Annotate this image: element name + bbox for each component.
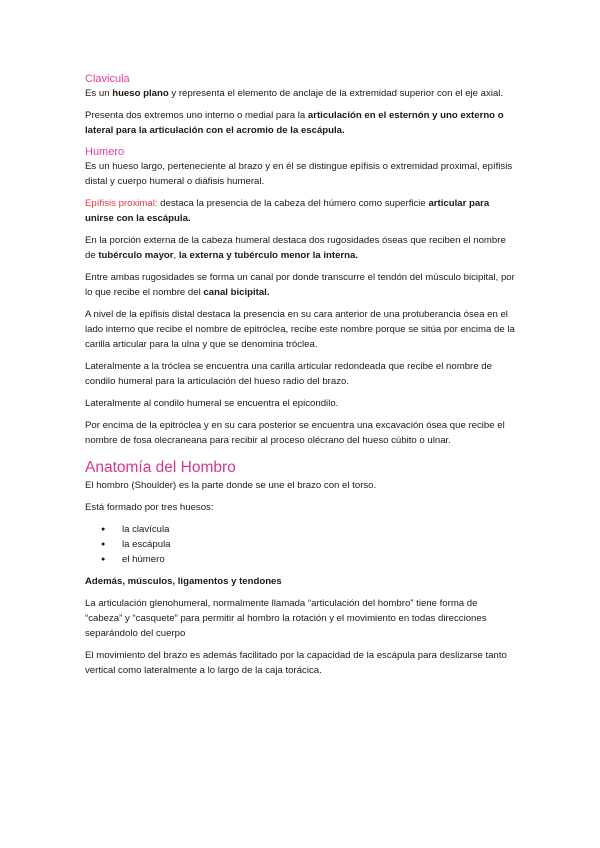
clavicula-heading: Clavicula	[85, 73, 130, 85]
list-item: ● la escápula	[85, 537, 515, 552]
humero-paragraph-8: Por encima de la epitróclea y en su cara posterior se encuentra una excavación ósea que recibe el nombre de fosa olecraneana para recibir al proceso olécrano del hueso cúbito o ulnar.	[85, 420, 505, 446]
humero-paragraph-5: A nivel de la epífisis distal destaca la presencia en su cara anterior de una protuberancia ósea en el lado interno que recibe el nombre de epitróclea, recibe este nombre porque se sitúa por encima de la carilla articular para la ulna y que se denomina tróclea.	[85, 309, 515, 350]
humero-paragraph-2: Epífisis proximal: destaca la presencia de la cabeza del húmero como superficie articular para unirse con la escápula.	[85, 198, 490, 224]
hombro-paragraph-2: Está formado por tres huesos:	[85, 502, 214, 513]
humero-paragraph-4: Entre ambas rugosidades se forma un canal por donde transcurre el tendón del músculo bicipital, por lo que recibe el nombre del canal bicipital.	[85, 272, 515, 298]
epifisis-proximal-label: Epífisis proximal:	[85, 198, 158, 209]
humero-heading: Humero	[85, 146, 125, 158]
list-item: ● la clavícula	[85, 522, 515, 537]
humero-paragraph-7: Lateralmente al condilo humeral se encuentra el epicondilo.	[85, 398, 339, 409]
clavicula-paragraph-1: Es un hueso plano y representa el elemento de anclaje de la extremidad superior con el eje axial.	[85, 88, 504, 99]
humero-paragraph-3: En la porción externa de la cabeza humeral destaca dos rugosidades óseas que reciben el nombre de tubérculo mayor, la externa y tubérculo menor la interna.	[85, 235, 506, 261]
hombro-paragraph-5: El movimiento del brazo es además facilitado por la capacidad de la escápula para deslizarse tanto vertical como lateralmente a lo largo de la caja torácica.	[85, 650, 507, 676]
hombro-heading: Anatomía del Hombro	[85, 459, 236, 476]
humero-paragraph-1: Es un hueso largo, perteneciente al brazo y en él se distingue epífisis o extremidad proximal, epífisis distal y cuerpo humeral o diáfisis humeral.	[85, 161, 513, 187]
hombro-paragraph-1: El hombro (Shoulder) es la parte donde se une el brazo con el torso.	[85, 480, 377, 491]
clavicula-paragraph-2: Presenta dos extremos uno interno o medial para la articulación en el esternón y uno externo o lateral para la articulación con el acromio de la escápula.	[85, 110, 504, 136]
document-body	[85, 72, 515, 685]
hombro-paragraph-4: La articulación glenohumeral, normalmente llamada “articulación del hombro” tiene forma de “cabeza” y “casquete” para permitir al hombro la rotación y el movimiento en todas direcciones separándolo del cuerpo	[85, 598, 487, 639]
hombro-subheading: Además, músculos, ligamentos y tendones	[85, 576, 282, 587]
bones-list	[85, 522, 515, 567]
humero-paragraph-6: Lateralmente a la tróclea se encuentra una carilla articular redondeada que recibe el nombre de condilo humeral para la articulación del hueso radio del brazo.	[85, 361, 492, 387]
list-item: ● el húmero	[85, 552, 515, 567]
